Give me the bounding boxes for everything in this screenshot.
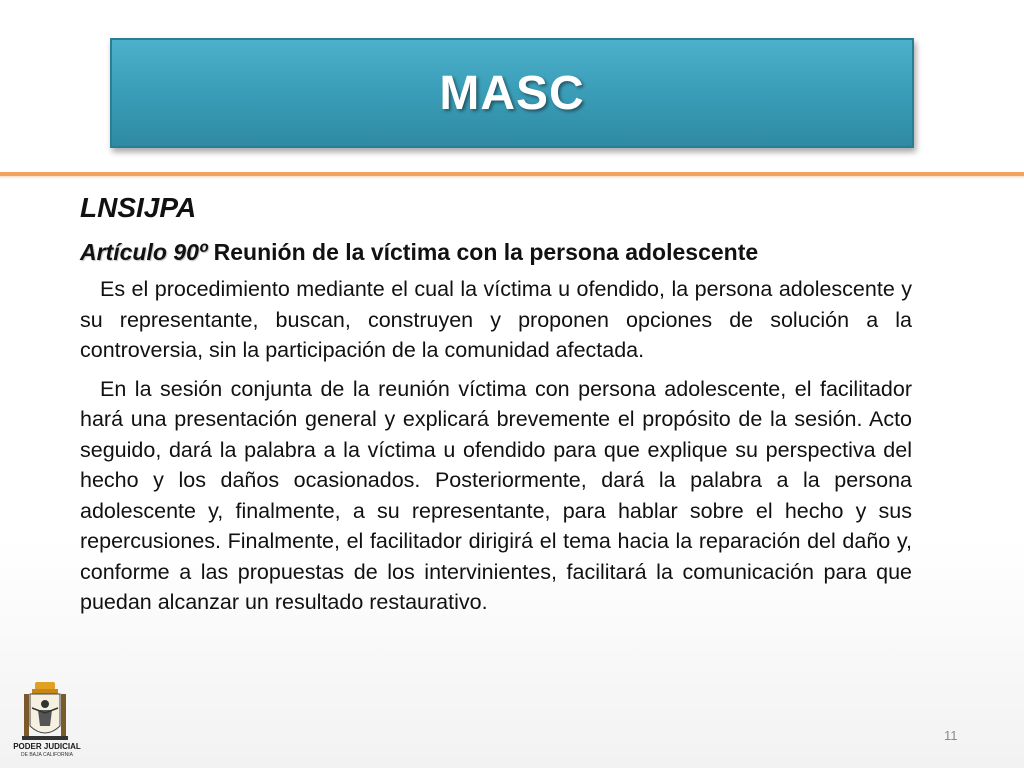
page-number: 11: [944, 728, 958, 743]
article-heading: [80, 236, 912, 268]
title-banner: [110, 38, 914, 148]
article-title: Reunión de la víctima con la persona adolescente: [213, 239, 759, 265]
title-divider-shadow: [0, 176, 1024, 179]
logo-name: PODER JUDICIAL: [13, 742, 81, 751]
paragraph-procedure: En la sesión conjunta de la reunión víctima con persona adolescente, el facilitador hará una presentación general y explicará brevemente el propósito de la sesión. Acto seguido, dará la palabra a la víctima u ofendido para que explique su perspectiva del hecho y los daños ocasionados. Posteriormente, dará la palabra a la persona adolescente y, finalmente, a su representante, para hablar sobre el hecho y sus repercusiones. Finalmente, el facilitador dirigirá el tema hacia la reparación del daño y, conforme a las propuestas de los intervinientes, facilitará la comunicación para que puedan alcanzar un resultado restaurativo.: [80, 376, 912, 614]
slide-content: [80, 190, 912, 626]
logo-subtitle: DE BAJA CALIFORNIA: [21, 752, 73, 758]
paragraph-definition: Es el procedimiento mediante el cual la víctima u ofendido, la persona adolescente y su representante, buscan, construyen y proponen opciones de solución a la controversia, sin la participación de la comunidad afectada.: [80, 277, 912, 362]
law-name: LNSIJPA: [80, 192, 197, 223]
article-number: Artículo 90º: [80, 239, 208, 265]
slide-title: MASC: [439, 66, 585, 120]
